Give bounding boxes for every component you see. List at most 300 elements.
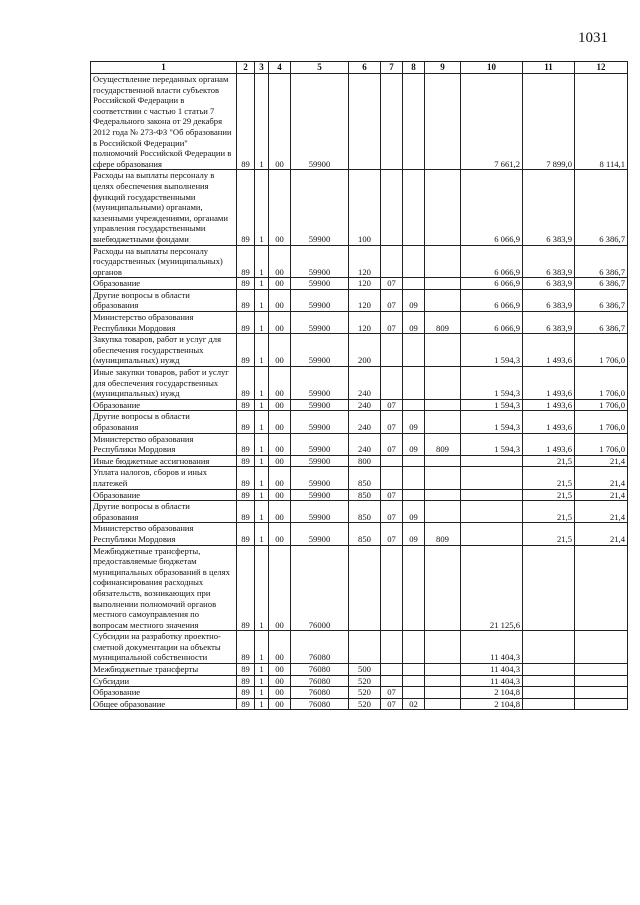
cell-col-2: 89 (237, 399, 255, 411)
cell-col-12: 21,4 (575, 501, 628, 523)
cell-col-10: 1 594,3 (461, 433, 523, 455)
cell-col-7 (381, 455, 403, 467)
cell-col-6: 850 (349, 523, 381, 545)
cell-col-10: 11 404,3 (461, 675, 523, 687)
cell-col-3: 1 (255, 631, 269, 664)
cell-col-2: 89 (237, 631, 255, 664)
cell-col-4: 00 (269, 545, 291, 631)
cell-col-9 (425, 687, 461, 699)
cell-col-3: 1 (255, 278, 269, 290)
cell-col-2: 89 (237, 312, 255, 334)
cell-col-11 (523, 545, 575, 631)
cell-col-5: 59900 (291, 278, 349, 290)
cell-col-7 (381, 664, 403, 676)
cell-col-10 (461, 455, 523, 467)
column-header-9: 9 (425, 62, 461, 74)
cell-col-5: 76080 (291, 664, 349, 676)
cell-col-7 (381, 631, 403, 664)
cell-col-4: 00 (269, 74, 291, 170)
cell-col-10 (461, 489, 523, 501)
cell-col-11 (523, 631, 575, 664)
cell-col-5: 59900 (291, 455, 349, 467)
cell-col-5: 59900 (291, 170, 349, 245)
cell-col-3: 1 (255, 455, 269, 467)
cell-col-4: 00 (269, 245, 291, 278)
cell-col-8: 09 (403, 433, 425, 455)
row-label: Расходы на выплаты персоналу государственных (муниципальных) органов (91, 245, 237, 278)
cell-col-8: 09 (403, 523, 425, 545)
cell-col-2: 89 (237, 664, 255, 676)
cell-col-4: 00 (269, 631, 291, 664)
cell-col-3: 1 (255, 501, 269, 523)
cell-col-6: 240 (349, 367, 381, 400)
row-label: Уплата налогов, сборов и иных платежей (91, 467, 237, 489)
cell-col-4: 00 (269, 411, 291, 433)
cell-col-8 (403, 664, 425, 676)
cell-col-5: 59900 (291, 489, 349, 501)
table-header-row (91, 62, 628, 74)
cell-col-6 (349, 74, 381, 170)
row-label: Иные закупки товаров, работ и услуг для обеспечения государственных (муниципальных) нужд (91, 367, 237, 400)
column-header-8: 8 (403, 62, 425, 74)
cell-col-11: 1 493,6 (523, 433, 575, 455)
cell-col-8 (403, 170, 425, 245)
cell-col-10: 6 066,9 (461, 312, 523, 334)
cell-col-4: 00 (269, 467, 291, 489)
cell-col-11: 1 493,6 (523, 334, 575, 367)
cell-col-9 (425, 289, 461, 311)
cell-col-8: 09 (403, 289, 425, 311)
cell-col-3: 1 (255, 523, 269, 545)
cell-col-2: 89 (237, 334, 255, 367)
cell-col-6 (349, 631, 381, 664)
cell-col-4: 00 (269, 399, 291, 411)
cell-col-8 (403, 687, 425, 699)
cell-col-10: 6 066,9 (461, 170, 523, 245)
table-row (91, 545, 628, 631)
cell-col-3: 1 (255, 467, 269, 489)
row-label: Образование (91, 687, 237, 699)
column-header-10: 10 (461, 62, 523, 74)
cell-col-4: 00 (269, 687, 291, 699)
table-row (91, 467, 628, 489)
page-number: 1031 (578, 30, 608, 46)
cell-col-9 (425, 334, 461, 367)
cell-col-5: 76080 (291, 631, 349, 664)
cell-col-11: 6 383,9 (523, 312, 575, 334)
row-label: Другие вопросы в области образования (91, 501, 237, 523)
table-row (91, 433, 628, 455)
row-label: Расходы на выплаты персоналу в целях обеспечения выполнения функций государственными (муниципальными) органами, казенными учреждениями, органами управления государственными внебюджетными фондами (91, 170, 237, 245)
cell-col-4: 00 (269, 367, 291, 400)
cell-col-7: 07 (381, 433, 403, 455)
cell-col-2: 89 (237, 411, 255, 433)
cell-col-2: 89 (237, 433, 255, 455)
cell-col-7 (381, 367, 403, 400)
cell-col-5: 59900 (291, 245, 349, 278)
cell-col-6: 520 (349, 698, 381, 710)
cell-col-7: 07 (381, 278, 403, 290)
cell-col-12: 21,4 (575, 489, 628, 501)
table-row (91, 411, 628, 433)
cell-col-12: 1 706,0 (575, 399, 628, 411)
cell-col-2: 89 (237, 245, 255, 278)
cell-col-10: 1 594,3 (461, 367, 523, 400)
cell-col-7: 07 (381, 312, 403, 334)
cell-col-2: 89 (237, 367, 255, 400)
cell-col-9 (425, 74, 461, 170)
cell-col-9 (425, 675, 461, 687)
cell-col-12: 8 114,1 (575, 74, 628, 170)
column-header-6: 6 (349, 62, 381, 74)
cell-col-12: 6 386,7 (575, 312, 628, 334)
cell-col-9: 809 (425, 523, 461, 545)
cell-col-8: 09 (403, 501, 425, 523)
cell-col-9 (425, 664, 461, 676)
cell-col-8: 09 (403, 312, 425, 334)
cell-col-12 (575, 675, 628, 687)
cell-col-3: 1 (255, 334, 269, 367)
table-row (91, 74, 628, 170)
cell-col-8 (403, 545, 425, 631)
cell-col-2: 89 (237, 545, 255, 631)
cell-col-3: 1 (255, 433, 269, 455)
cell-col-11: 1 493,6 (523, 411, 575, 433)
cell-col-7: 07 (381, 411, 403, 433)
cell-col-3: 1 (255, 664, 269, 676)
cell-col-3: 1 (255, 411, 269, 433)
cell-col-7 (381, 74, 403, 170)
cell-col-12: 1 706,0 (575, 367, 628, 400)
table-row (91, 631, 628, 664)
cell-col-2: 89 (237, 687, 255, 699)
cell-col-3: 1 (255, 367, 269, 400)
cell-col-2: 89 (237, 489, 255, 501)
cell-col-6: 120 (349, 312, 381, 334)
cell-col-2: 89 (237, 278, 255, 290)
cell-col-3: 1 (255, 399, 269, 411)
cell-col-5: 59900 (291, 523, 349, 545)
cell-col-9 (425, 278, 461, 290)
cell-col-6: 120 (349, 245, 381, 278)
cell-col-10: 6 066,9 (461, 289, 523, 311)
cell-col-7: 07 (381, 399, 403, 411)
cell-col-12: 21,4 (575, 523, 628, 545)
cell-col-6: 200 (349, 334, 381, 367)
cell-col-4: 00 (269, 455, 291, 467)
cell-col-4: 00 (269, 433, 291, 455)
cell-col-11 (523, 675, 575, 687)
cell-col-10: 2 104,8 (461, 698, 523, 710)
cell-col-12 (575, 664, 628, 676)
cell-col-4: 00 (269, 698, 291, 710)
cell-col-11 (523, 698, 575, 710)
cell-col-7 (381, 545, 403, 631)
row-label: Закупка товаров, работ и услуг для обеспечения государственных (муниципальных) нужд (91, 334, 237, 367)
cell-col-5: 59900 (291, 334, 349, 367)
row-label: Министерство образования Республики Мордовия (91, 433, 237, 455)
cell-col-10 (461, 501, 523, 523)
budget-table (90, 61, 628, 710)
cell-col-6: 850 (349, 467, 381, 489)
cell-col-7: 07 (381, 289, 403, 311)
cell-col-8 (403, 74, 425, 170)
cell-col-3: 1 (255, 698, 269, 710)
cell-col-5: 76080 (291, 675, 349, 687)
cell-col-4: 00 (269, 664, 291, 676)
cell-col-11: 6 383,9 (523, 289, 575, 311)
row-label: Другие вопросы в области образования (91, 411, 237, 433)
cell-col-2: 89 (237, 74, 255, 170)
table-row (91, 501, 628, 523)
column-header-11: 11 (523, 62, 575, 74)
column-header-5: 5 (291, 62, 349, 74)
cell-col-9 (425, 170, 461, 245)
cell-col-11: 21,5 (523, 455, 575, 467)
cell-col-2: 89 (237, 467, 255, 489)
cell-col-3: 1 (255, 312, 269, 334)
cell-col-12: 21,4 (575, 455, 628, 467)
cell-col-7: 07 (381, 523, 403, 545)
cell-col-8 (403, 631, 425, 664)
column-header-1: 1 (91, 62, 237, 74)
cell-col-4: 00 (269, 489, 291, 501)
cell-col-12: 1 706,0 (575, 411, 628, 433)
cell-col-6 (349, 545, 381, 631)
cell-col-12: 6 386,7 (575, 170, 628, 245)
cell-col-8 (403, 367, 425, 400)
cell-col-5: 59900 (291, 289, 349, 311)
cell-col-11 (523, 687, 575, 699)
cell-col-3: 1 (255, 245, 269, 278)
cell-col-3: 1 (255, 289, 269, 311)
cell-col-3: 1 (255, 545, 269, 631)
cell-col-8 (403, 245, 425, 278)
cell-col-9: 809 (425, 312, 461, 334)
row-label: Образование (91, 278, 237, 290)
table-row (91, 367, 628, 400)
table-row (91, 312, 628, 334)
cell-col-11: 6 383,9 (523, 170, 575, 245)
row-label: Министерство образования Республики Мордовия (91, 523, 237, 545)
column-header-4: 4 (269, 62, 291, 74)
cell-col-10: 11 404,3 (461, 664, 523, 676)
cell-col-10: 6 066,9 (461, 278, 523, 290)
cell-col-4: 00 (269, 278, 291, 290)
table-row (91, 245, 628, 278)
row-label: Осуществление переданных органам государственной власти субъектов Российской Федерации в соответствии с частью 1 статьи 7 Федерального закона от 29 декабря 2012 года № 273-ФЗ "Об образовании в Российской Федерации" полномочий Российской Федерации в сфере образования (91, 74, 237, 170)
cell-col-2: 89 (237, 170, 255, 245)
cell-col-11: 21,5 (523, 489, 575, 501)
cell-col-4: 00 (269, 501, 291, 523)
cell-col-6: 520 (349, 675, 381, 687)
cell-col-12 (575, 698, 628, 710)
row-label: Другие вопросы в области образования (91, 289, 237, 311)
cell-col-9 (425, 411, 461, 433)
cell-col-6: 100 (349, 170, 381, 245)
cell-col-9 (425, 399, 461, 411)
cell-col-8 (403, 467, 425, 489)
cell-col-11: 1 493,6 (523, 399, 575, 411)
cell-col-8 (403, 399, 425, 411)
cell-col-5: 59900 (291, 399, 349, 411)
cell-col-8 (403, 489, 425, 501)
cell-col-2: 89 (237, 675, 255, 687)
row-label: Образование (91, 489, 237, 501)
cell-col-3: 1 (255, 170, 269, 245)
table-row (91, 675, 628, 687)
cell-col-4: 00 (269, 312, 291, 334)
cell-col-10: 2 104,8 (461, 687, 523, 699)
cell-col-10: 21 125,6 (461, 545, 523, 631)
cell-col-12: 6 386,7 (575, 289, 628, 311)
cell-col-10: 7 661,2 (461, 74, 523, 170)
cell-col-9: 809 (425, 433, 461, 455)
cell-col-11 (523, 664, 575, 676)
cell-col-7: 07 (381, 698, 403, 710)
column-header-2: 2 (237, 62, 255, 74)
cell-col-11: 6 383,9 (523, 245, 575, 278)
table-row (91, 523, 628, 545)
cell-col-10 (461, 523, 523, 545)
cell-col-12: 21,4 (575, 467, 628, 489)
row-label: Образование (91, 399, 237, 411)
row-label: Субсидии на разработку проектно-сметной документации на объекты муниципальной собственности (91, 631, 237, 664)
cell-col-12: 6 386,7 (575, 278, 628, 290)
cell-col-4: 00 (269, 523, 291, 545)
row-label: Иные бюджетные ассигнования (91, 455, 237, 467)
table-row (91, 334, 628, 367)
cell-col-9 (425, 467, 461, 489)
cell-col-6: 850 (349, 489, 381, 501)
cell-col-5: 59900 (291, 467, 349, 489)
cell-col-7: 07 (381, 489, 403, 501)
cell-col-8 (403, 675, 425, 687)
cell-col-7: 07 (381, 501, 403, 523)
cell-col-12 (575, 545, 628, 631)
table-row (91, 289, 628, 311)
cell-col-7: 07 (381, 687, 403, 699)
table-row (91, 399, 628, 411)
cell-col-11: 1 493,6 (523, 367, 575, 400)
cell-col-2: 89 (237, 523, 255, 545)
cell-col-8 (403, 455, 425, 467)
cell-col-8 (403, 278, 425, 290)
cell-col-12: 6 386,7 (575, 245, 628, 278)
cell-col-5: 76080 (291, 698, 349, 710)
cell-col-9 (425, 698, 461, 710)
cell-col-4: 00 (269, 675, 291, 687)
cell-col-7 (381, 675, 403, 687)
cell-col-9 (425, 455, 461, 467)
cell-col-6: 240 (349, 433, 381, 455)
table-row (91, 698, 628, 710)
column-header-7: 7 (381, 62, 403, 74)
cell-col-6: 240 (349, 399, 381, 411)
table-row (91, 170, 628, 245)
cell-col-2: 89 (237, 455, 255, 467)
row-label: Межбюджетные трансферты (91, 664, 237, 676)
cell-col-3: 1 (255, 675, 269, 687)
cell-col-3: 1 (255, 687, 269, 699)
cell-col-6: 240 (349, 411, 381, 433)
cell-col-12: 1 706,0 (575, 433, 628, 455)
column-header-12: 12 (575, 62, 628, 74)
cell-col-9 (425, 545, 461, 631)
row-label: Общее образование (91, 698, 237, 710)
cell-col-9 (425, 501, 461, 523)
cell-col-5: 59900 (291, 501, 349, 523)
cell-col-9 (425, 631, 461, 664)
cell-col-4: 00 (269, 334, 291, 367)
cell-col-10: 11 404,3 (461, 631, 523, 664)
cell-col-10: 1 594,3 (461, 399, 523, 411)
cell-col-5: 59900 (291, 312, 349, 334)
cell-col-6: 800 (349, 455, 381, 467)
cell-col-4: 00 (269, 170, 291, 245)
cell-col-5: 76000 (291, 545, 349, 631)
cell-col-8: 09 (403, 411, 425, 433)
cell-col-8: 02 (403, 698, 425, 710)
cell-col-7 (381, 467, 403, 489)
cell-col-2: 89 (237, 698, 255, 710)
row-label: Министерство образования Республики Мордовия (91, 312, 237, 334)
table-row (91, 278, 628, 290)
cell-col-6: 500 (349, 664, 381, 676)
table-row (91, 664, 628, 676)
cell-col-7 (381, 334, 403, 367)
cell-col-9 (425, 367, 461, 400)
cell-col-8 (403, 334, 425, 367)
cell-col-12: 1 706,0 (575, 334, 628, 367)
cell-col-6: 850 (349, 501, 381, 523)
table-row (91, 455, 628, 467)
cell-col-6: 520 (349, 687, 381, 699)
cell-col-2: 89 (237, 289, 255, 311)
cell-col-11: 6 383,9 (523, 278, 575, 290)
cell-col-2: 89 (237, 501, 255, 523)
cell-col-6: 120 (349, 278, 381, 290)
column-header-3: 3 (255, 62, 269, 74)
cell-col-11: 21,5 (523, 501, 575, 523)
cell-col-5: 59900 (291, 367, 349, 400)
cell-col-10: 1 594,3 (461, 334, 523, 367)
cell-col-11: 21,5 (523, 467, 575, 489)
cell-col-6: 120 (349, 289, 381, 311)
cell-col-11: 21,5 (523, 523, 575, 545)
cell-col-4: 00 (269, 289, 291, 311)
cell-col-12 (575, 687, 628, 699)
table-row (91, 489, 628, 501)
cell-col-5: 59900 (291, 74, 349, 170)
table-row (91, 687, 628, 699)
cell-col-7 (381, 170, 403, 245)
cell-col-5: 59900 (291, 411, 349, 433)
cell-col-5: 76080 (291, 687, 349, 699)
cell-col-12 (575, 631, 628, 664)
cell-col-7 (381, 245, 403, 278)
cell-col-11: 7 899,0 (523, 74, 575, 170)
cell-col-10: 1 594,3 (461, 411, 523, 433)
cell-col-9 (425, 245, 461, 278)
cell-col-3: 1 (255, 74, 269, 170)
row-label: Межбюджетные трансферты, предоставляемые бюджетам муниципальных образований в целях софинансирования расходных обязательств, возникающих при выполнении полномочий органов местного самоуправления по вопросам местного значения (91, 545, 237, 631)
cell-col-10: 6 066,9 (461, 245, 523, 278)
cell-col-10 (461, 467, 523, 489)
row-label: Субсидии (91, 675, 237, 687)
cell-col-5: 59900 (291, 433, 349, 455)
cell-col-9 (425, 489, 461, 501)
